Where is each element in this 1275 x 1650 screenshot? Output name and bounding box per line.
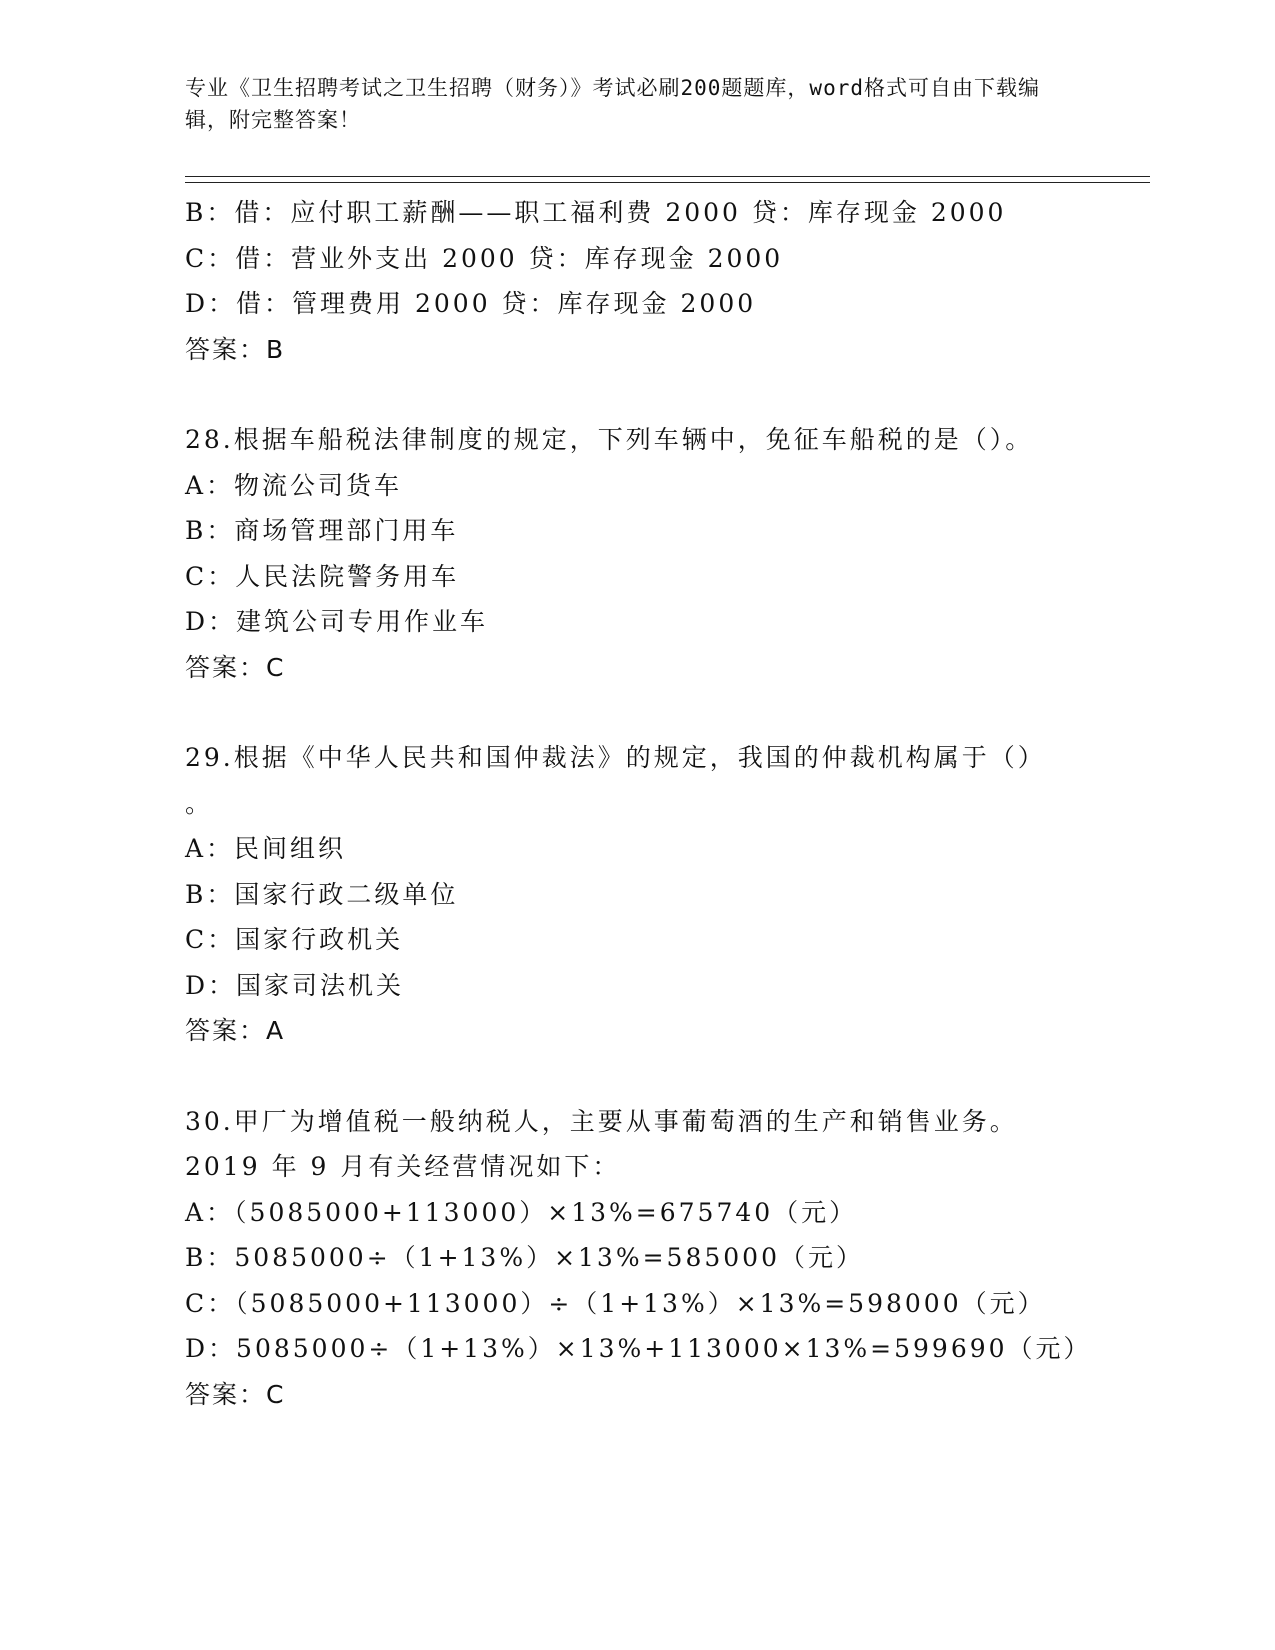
question-stem-continued: 2019 年 9 月有关经营情况如下： xyxy=(185,1152,621,1181)
option-d: D：5085000÷（1+13%）×13%+113000×13%=599690（元） xyxy=(185,1334,1092,1363)
question-stem-continued: 。 xyxy=(185,788,214,818)
question-stem: 29.根据《中华人民共和国仲裁法》的规定，我国的仲裁机构属于（） xyxy=(185,743,1046,772)
question-30 xyxy=(185,1099,1115,1418)
question-list xyxy=(185,190,1115,1417)
question-29 xyxy=(185,735,1115,1054)
option-d: D：借：管理费用 2000 贷：库存现金 2000 xyxy=(185,289,757,318)
option-c: C：人民法院警务用车 xyxy=(185,561,460,591)
option-b: B：商场管理部门用车 xyxy=(185,516,459,545)
option-b: B：国家行政二级单位 xyxy=(185,879,459,909)
option-b: B：借：应付职工薪酬——职工福利费 2000 贷：库存现金 2000 xyxy=(185,198,1007,227)
option-d: D：建筑公司专用作业车 xyxy=(185,607,489,636)
question-stem: 28.根据车船税法律制度的规定，下列车辆中，免征车船税的是（）。 xyxy=(185,425,1034,454)
option-d: D：国家司法机关 xyxy=(185,970,405,1000)
option-a: A：民间组织 xyxy=(185,834,347,863)
option-a: A：（5085000+113000）×13%=675740（元） xyxy=(185,1197,858,1227)
question-stem: 30.甲厂为增值税一般纳税人，主要从事葡萄酒的生产和销售业务。 xyxy=(185,1106,1018,1136)
question-28 xyxy=(185,417,1115,690)
answer: 答案：B xyxy=(185,334,286,364)
question-27 xyxy=(185,190,1115,372)
header-divider-bottom xyxy=(185,182,1150,183)
option-a: A：物流公司货车 xyxy=(185,470,403,500)
option-c: C：借：营业外支出 2000 贷：库存现金 2000 xyxy=(185,243,784,273)
option-c: C：国家行政机关 xyxy=(185,925,404,954)
answer: 答案：C xyxy=(185,652,286,682)
option-b: B：5085000÷（1+13%）×13%=585000（元） xyxy=(185,1243,864,1272)
answer: 答案：C xyxy=(185,1379,286,1409)
answer: 答案：A xyxy=(185,1016,286,1045)
option-c: C：（5085000+113000）÷（1+13%）×13%=598000（元） xyxy=(185,1288,1046,1318)
header-divider-top xyxy=(185,176,1150,177)
document-header: 专业《卫生招聘考试之卫生招聘（财务）》考试必刷200题题库，word格式可自由下载编辑，附完整答案！ xyxy=(185,76,1040,132)
